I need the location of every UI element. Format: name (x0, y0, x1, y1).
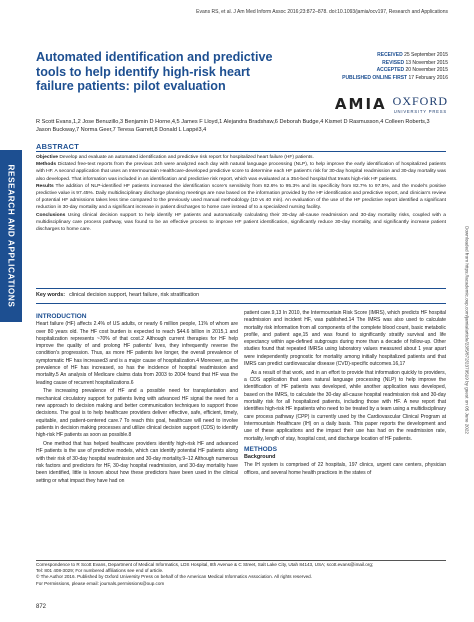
abstract-rule (36, 151, 446, 152)
date-received: RECEIVED 25 September 2015 (377, 52, 448, 58)
methods-heading: METHODS (244, 445, 277, 453)
side-tab-label: RESEARCH AND APPLICATIONS (6, 164, 16, 308)
footer-rule (36, 560, 446, 561)
publisher-logos (335, 95, 448, 113)
abstract-heading: ABSTRACT (36, 142, 80, 151)
download-note-text: Downloaded from https://academic.oup.com/jamia/article/23/5/872/2379519 by guest on 05 June 2022 (464, 226, 470, 434)
running-head: Evans RS, et al. J Am Med Inform Assoc 2016;23:872–878. doi:10.1093/jamia/ocv197, Research and Applications (196, 9, 448, 15)
background-paragraph: The IH system is comprised of 22 hospitals, 197 clinics, urgent care centers, physician offices, and several home health practices in the states of (244, 462, 446, 476)
download-note (462, 180, 472, 480)
intro-paragraph-2: The increasing prevalence of HF and a possible need for transplantation and mechanical circulatory support for patients living with advanced HF signal the need for a new approach to decision making and better communication techniques to support those decisions. The goal is to help healthcare providers deliver effective, safe, efficient, timely, equitable, and patient-centered care.7 To reach this goal, healthcare will need to involve patients in decision making processes and utilize clinical decision support (CDS) to identify high-risk HF patients as soon as possible.8 (36, 388, 238, 439)
abstract-objective: Objective Develop and evaluate an automated identification and predictive risk report for hospitalized heart failure (HF) patients. (36, 155, 314, 160)
author-list: R Scott Evans,1,2 Jose Benuzillo,3 Benjamin D Horne,4,5 James F Lloyd,1 Alejandra Bradshaw,6 Deborah Budge,4 Kismet D Rasmusson,4 Colleen Roberts,3 Jason Buckway,7 Norma Geer,7 Teresa Garrett,8 Donald L Lappé3,4 (36, 119, 430, 134)
right-column (244, 310, 446, 479)
keywords-rule-bottom (36, 303, 446, 304)
title-block (36, 50, 276, 94)
abstract-conclusions: Conclusions Using clinical decision support to help identify HF patients and automatically calculating their 30-day all-cause readmission and 30-day mortality risks, coupled with a multidisciplinary care process pathway, was found to be an effective process to improve HF patient identification, significantly reduce 30-day mortality, and significantly increase patient discharges to home care. (36, 212, 446, 233)
amia-logo: AMIA (334, 95, 387, 113)
copyright: © The Author 2016. Published by Oxford University Press on behalf of the American Medical Informatics Association. All rights reserved. (36, 574, 312, 580)
keywords-rule-top (36, 288, 446, 289)
permissions: For Permissions, please email: journals.permissions@oup.com (36, 580, 165, 586)
page-number: 872 (36, 604, 47, 610)
correspondence: Correspondence to R Scott Evans, Department of Medical Informatics, LDS Hospital, 8th Avenue & C Street, Salt Lake City, Utah 84143, USA; scott.evans@imail.org; (36, 562, 374, 567)
abstract-results: Results The addition of NLP-identified HF patients increased the identification score's sensitivity from 82.6% to 95.3% and its specificity from 82.7% to 97.5%, and the model's positive predictive value is 97.45%. Daily multidisciplinary discharge planning meetings are now based on the information provided by the HF identification and predictive report, and clinician's review of potential HF admissions takes less time compared to the previously used manual methodology (10 vs 40 min). An evaluation of the use of the HF predictive report identified a significant reduction in 30-day mortality and a significant increase in patient discharges to home care instead of to a specialized nursing facility. (36, 183, 446, 211)
article-title: Automated identification and predictive tools to help identify high-risk heart failure patients: pilot evaluation (36, 50, 273, 94)
telephone: Tel: 801 408-3029; For numbered affiliations see end of article. (36, 568, 164, 574)
background-heading: Background (244, 454, 276, 461)
keywords: Key words: clinical decision support, heart failure, risk stratification (36, 292, 200, 298)
abstract-methods: Methods Dictated free-text reports from the previous 24h were analyzed each day with natural language processing (NLP), to help improve the early identification of hospitalized patients with HF. A second application that uses an Intermountain Healthcare-developed predictive score to determine each HF patient's risk for 30-day hospital readmission and 30-day mortality was also developed. That information was included in an identification and predictive risk report, which was evaluated at a 354-bed hospital that treats high-risk HF patients. (36, 162, 447, 182)
date-published-online: PUBLISHED ONLINE FIRST 17 February 2016 (342, 74, 448, 81)
section-side-tab (0, 150, 22, 322)
left-column (36, 310, 238, 486)
intro-paragraph-1: Heart failure (HF) affects 2.4% of US adults, or nearly 6 million people, 11% of whom are over 80 years old. The HF cost burden is expected to reach $44.6 billion in 2015,1 and hospitalization represents ~70% of that cost.2 Although current therapies for HF help improve the quality of and prolong HF patients' lives, they infrequently reverse the condition's progression. Thus, as more HF patients live longer, the overall prevalence of symptomatic HF has increased3 and is a major cause of hospitalization.4 Moreover, as the prevalence of HF has increased, so has the incidence of hospital readmission and mortality.5 An analysis of Medicare claims data from 2003 to 2004 found that HF was the leading cause of recurrent hospitalizations.6 (36, 321, 238, 386)
abstract-body (36, 154, 446, 233)
oxford-logo: OXFORD UNIVERSITY PRESS (392, 94, 448, 114)
right-paragraph-1: patient care.9,13 In 2010, the Intermountain Risk Score (IMRS), which predicts HF hospital readmission and incident HF, was published.14 The IMRS was also used to calculate mortality risk information from all components of the complete blood count, basic metabolic profile, and patient age,15 and was found to significantly stratify survival and life expectancy within age-defined subgroups during more than a decade of follow-up. Other studies found that repeated IMRSs using laboratory values measured about 1 year apart were independently prognostic for mortality among initially hospitalized patients and that IMRS can predict cardiovascular disease (CVD)-specific outcomes.16,17 (244, 310, 446, 368)
footer (36, 562, 446, 587)
date-accepted: ACCEPTED 20 November 2015 (376, 67, 448, 74)
introduction-heading: INTRODUCTION (36, 313, 87, 320)
publication-dates (288, 52, 448, 82)
intro-paragraph-3: One method that has helped healthcare providers identify high-risk HF and advanced HF patients is the use of predictive models, which can identify potential HF patients along with their risk of 30-day hospital readmission and 30-day mortality.9–12 Although numerous risk factors and predictors for HF, 30-day hospital readmission, and 30-day mortality have been identified, little is known about how these predictors have been used in the clinical setting or what impact they have had on (36, 441, 238, 484)
date-revised: REVISED 13 November 2015 (382, 59, 448, 66)
right-paragraph-2: As a result of that work, and in an effort to provide that information quickly to providers, a CDS application that uses natural language processing (NLP) to help improve the identification of HF patients was developed, while another application was developed, based on the IMRS, to calculate the 30-day all-cause hospital readmission risk and 30-day mortality risk for all hospitalized patients, including those with HF. A new report that identifies high-risk HF inpatients who need to be treated by a team using a multidisciplinary care process pathway (CPP) is currently used by the Cardiovascular Clinical Program at Intermountain Healthcare (IH) on a daily basis. This paper reports the development and use of these applications and the impact their use has had on the readmission rate, mortality, length of stay, hospital cost, and discharge location of HF patients. (244, 369, 446, 442)
